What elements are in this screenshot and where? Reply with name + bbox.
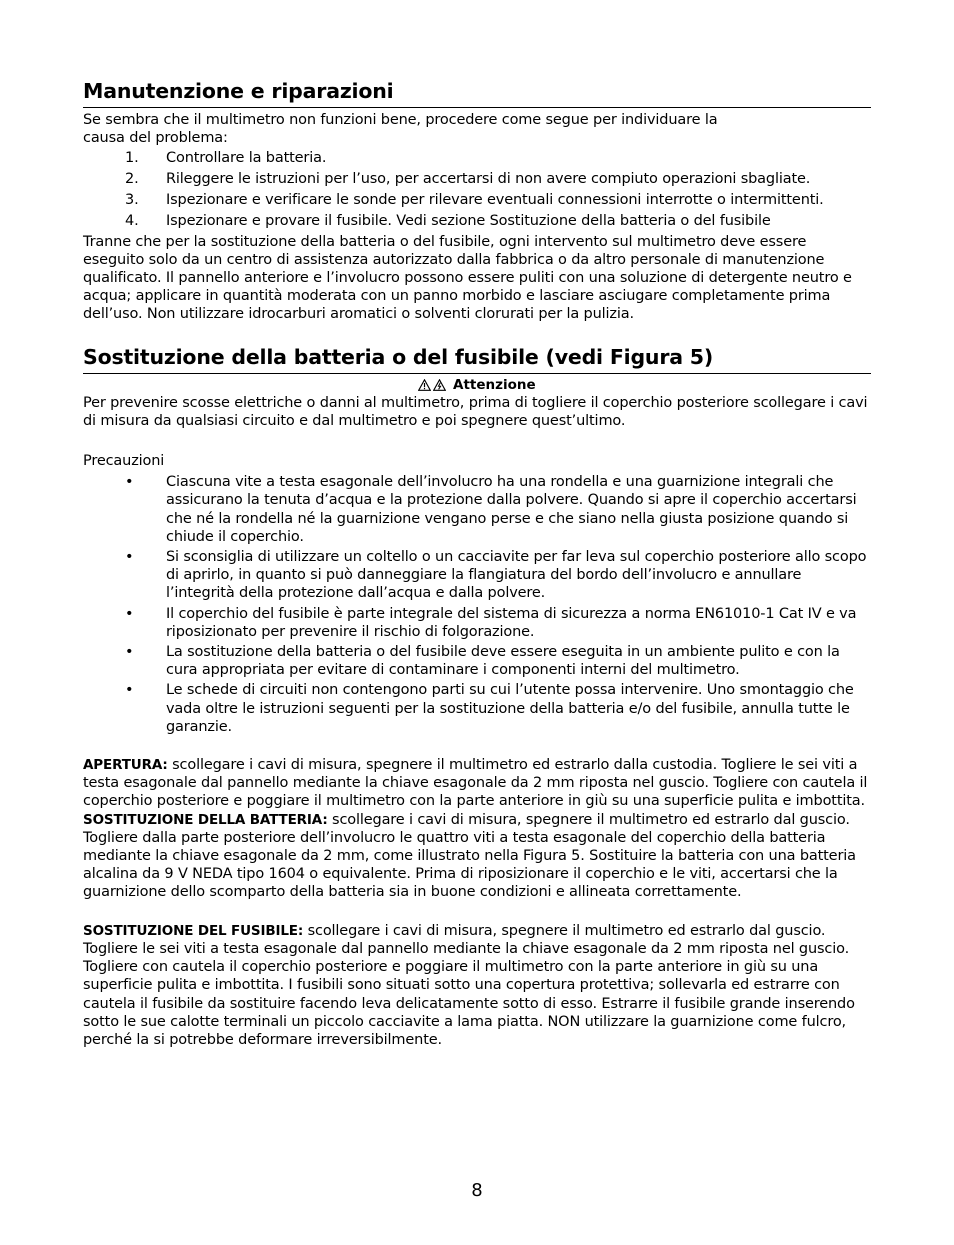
opening-label: APERTURA: <box>83 757 168 774</box>
caution-paragraph: Per prevenire scosse elettriche o danni al multimetro, prima di togliere il coperchio posteriore scollegare i cavi di misura da qualsiasi circuito e dal multimetro e poi spegnere quest’ultimo. <box>83 394 868 429</box>
list-item: • La sostituzione della batteria o del fusibile deve essere eseguita in un ambiente pulito e con la cura appropriata per evitare di contaminare i componenti interni del multimetro. <box>125 644 840 679</box>
list-item: 2. Rileggere le istruzioni per l’uso, per accertarsi di non avere compiuto operazioni sbagliate. <box>125 171 811 188</box>
list-item: 1. Controllare la batteria. <box>125 150 327 167</box>
battery-label: SOSTITUZIONE DELLA BATTERIA: <box>83 811 328 828</box>
section-heading-maintenance: Manutenzione e riparazioni <box>83 78 871 108</box>
replacement-body <box>83 394 871 1050</box>
page-number: 8 <box>471 1180 483 1201</box>
caution-label: Attenzione <box>453 376 536 393</box>
intro-paragraph: Se sembra che il multimetro non funzioni bene, procedere come segue per individuare la causa del problema: <box>83 112 718 147</box>
list-item: • Le schede di circuiti non contengono parti su cui l’utente possa intervenire. Uno smontaggio che vada oltre le istruzioni seguenti per la sostituzione della batteria e/o del fusibile, annulla tutte le garanzie. <box>125 682 854 735</box>
opening-paragraph: APERTURA: scollegare i cavi di misura, spegnere il multimetro ed estrarlo dalla custodia. Togliere le sei viti a testa esagonale dal pannello mediante la chiave esagonale da 2 mm riposta nel guscio. Togliere con cautela il coperchio posteriore e poggiare il multimetro con la parte anteriore in giù su una superficie pulita e imbottita. <box>83 757 868 810</box>
maintenance-closing-paragraph: Tranne che per la sostituzione della batteria o del fusibile, ogni intervento sul multimetro deve essere eseguito solo da un centro di assistenza autorizzato dalla fabbrica o da altro personale di manutenzione qualificato. Il pannello anteriore e l’involucro possono essere puliti con una soluzione di detergente neutro e acqua; applicare in quantità moderata con un panno morbido e lasciare asciugare completamente prima dell’uso. Non utilizzare idrocarburi aromatici o solventi clorurati per la pulizia. <box>83 233 852 323</box>
fuse-label: SOSTITUZIONE DEL FUSIBILE: <box>83 922 304 939</box>
maintenance-body <box>83 111 871 324</box>
list-item: 4. Ispezionare e provare il fusibile. Vedi sezione Sostituzione della batteria o del fusibile <box>125 212 771 229</box>
battery-paragraph: SOSTITUZIONE DELLA BATTERIA: scollegare i cavi di misura, spegnere il multimetro ed estrarlo dal guscio. Togliere dalla parte posteriore dell’involucro le quattro viti a testa esagonale del coperchio della batteria mediante la chiave esagonale da 2 mm, come illustrato nella Figura 5. Sostituire la batteria con una batteria alcalina da 9 V NEDA tipo 1604 o equivalente. Prima di riposizionare il coperchio e le viti, accertarsi che la guarnizione dello scomparto della batteria sia in buone condizioni e allineata correttamente. <box>83 811 856 901</box>
electric-hazard-icon <box>433 379 446 391</box>
precautions-list <box>83 473 871 736</box>
precautions-label: Precauzioni <box>83 453 165 470</box>
fuse-paragraph: SOSTITUZIONE DEL FUSIBILE: scollegare i cavi di misura, spegnere il multimetro ed estrarlo dal guscio. Togliere le sei viti a testa esagonale dal pannello mediante la chiave esagonale da 2 mm riposta nel guscio. Togliere con cautela il coperchio posteriore e poggiare il multimetro con la parte anteriore in giù su una superficie pulita e imbottita. I fusibili sono situati sotto una copertura protettiva; sollevarla ed estrarre con cautela il fusibile da sostituire facendo leva delicatamente sotto di esso. Estrarre il fusibile grande inserendo sotto le sue calotte terminali un piccolo cacciavite a lama piatta. NON utilizzare la guarnizione come fulcro, perché la si potrebbe deformare irreversibilmente. <box>83 922 855 1048</box>
section-heading-replacement: Sostituzione della batteria o del fusibile (vedi Figura 5) <box>83 344 871 374</box>
troubleshooting-list <box>83 149 871 230</box>
caution-header <box>83 376 871 394</box>
warning-triangle-icon <box>418 379 431 391</box>
list-item: • Il coperchio del fusibile è parte integrale del sistema di sicurezza a norma EN61010-1 Cat IV e va riposizionato per prevenire il rischio di folgorazione. <box>125 605 857 640</box>
list-item: • Ciascuna vite a testa esagonale dell’involucro ha una rondella e una guarnizione integrali che assicurano la tenuta d’acqua e la protezione dalla polvere. Quando si apre il coperchio accertarsi che né la rondella né la guarnizione vengano perse e che siano nella giusta posizione quando si chiude il coperchio. <box>125 474 857 545</box>
page-content <box>83 78 871 1049</box>
list-item: • Si sconsiglia di utilizzare un coltello o un cacciavite per far leva sul coperchio posteriore allo scopo di aprirlo, in quanto si può danneggiare la flangiatura del bordo dell’involucro e annullare l’integrità della protezione dall’acqua e dalla polvere. <box>125 549 867 602</box>
list-item: 3. Ispezionare e verificare le sonde per rilevare eventuali connessioni interrotte o intermittenti. <box>125 192 824 208</box>
